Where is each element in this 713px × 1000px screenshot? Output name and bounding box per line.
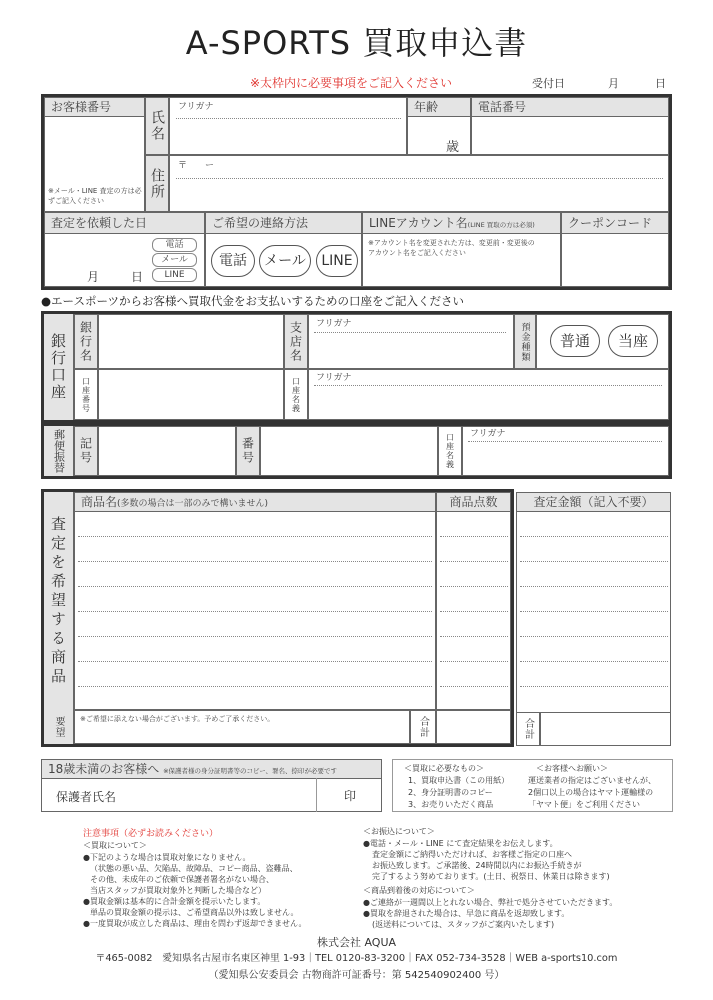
postal-number-label: 番号 [240, 437, 255, 465]
postal-symbol-field[interactable] [98, 426, 236, 476]
received-date-label: 受付日 [532, 77, 565, 90]
required-item-2: 2、身分証明書のコピー [408, 788, 493, 797]
request-month: 月 [87, 270, 100, 284]
item-row-line [440, 636, 508, 637]
item-row-line [78, 586, 432, 587]
line-account-note: ※アカウント名を変更された方は、変更前・変更後のアカウント名をご記入ください [368, 239, 535, 257]
guardian-label: 保護者氏名 [56, 790, 117, 804]
customer-number-label: お客様番号 [44, 97, 145, 117]
arrival-line-1: ●ご連絡が一週間以上とれない場合、弊社で処分させていただきます。 [363, 898, 618, 907]
notice: ※太枠内に必要事項をご記入ください [250, 76, 453, 90]
address-label: 住所 [149, 167, 165, 200]
caution-heading: 注意事項（必ずお読みください） [83, 829, 219, 839]
account-number-label: 口座番号 [81, 376, 91, 413]
item-row-line [78, 536, 432, 537]
footer-license: （愛知県公安委員会 古物商許可証番号：第 542540902400 号） [208, 970, 505, 981]
item-name-sub: (多数の場合は一部のみで構いません) [117, 499, 269, 509]
customer-request-line-2: 2個口以上の場合はヤマト運輸様の [528, 788, 654, 797]
item-name-label: 商品名 [81, 495, 118, 509]
items-total-label: 合計 [417, 716, 429, 738]
page-title: A-SPORTS 買取申込書 [185, 24, 528, 62]
item-row-line [78, 611, 432, 612]
postal-number-field[interactable] [260, 426, 438, 476]
postal-number-label-cell [236, 426, 260, 476]
postal-code: 〒 ー [178, 161, 215, 171]
line-account-label: LINEアカウント名 [369, 216, 468, 230]
item-row-line [78, 661, 432, 662]
amount-total-label-cell [516, 712, 540, 746]
request-day: 日 [131, 270, 144, 284]
postal-symbol-label: 記号 [78, 437, 93, 465]
request-label-cell [44, 710, 74, 744]
account-number-field[interactable] [98, 369, 284, 420]
contact-method-label: ご希望の連絡方法 [205, 212, 362, 234]
account-name-field[interactable] [308, 369, 669, 420]
address-label-cell [145, 155, 169, 212]
received-day: 日 [655, 77, 666, 90]
item-row-line [78, 561, 432, 562]
items-total-field[interactable] [436, 710, 511, 744]
phone-field[interactable] [471, 116, 669, 155]
account-name-furigana: フリガナ [316, 373, 352, 383]
postal-furigana: フリガナ [470, 429, 506, 439]
contact-option-phone[interactable]: 電話 [211, 245, 255, 277]
transfer-line-1: ●電話・メール・LINE にて査定結果をお伝えします。 [363, 839, 558, 848]
items-side [44, 492, 74, 710]
bank-heading: ●エースポーツからお客様へ買取代金をお支払いするための口座をご記入ください [41, 294, 464, 308]
received-month: 月 [608, 77, 619, 90]
coupon-field[interactable] [561, 233, 669, 287]
bank-name-label: 銀行名 [78, 320, 93, 363]
address-field[interactable] [169, 155, 669, 212]
account-name-label-cell [284, 369, 308, 420]
item-row-line [440, 661, 508, 662]
deposit-type-current[interactable]: 当座 [608, 325, 658, 357]
customer-request-heading: ＜お客様へお願い＞ [536, 764, 608, 773]
request-method-mail: メール [152, 253, 197, 267]
postal-side-label: 郵便振替 [52, 429, 66, 473]
required-item-1: 1、買取申込書（この用紙） [408, 776, 510, 785]
amount-column [516, 511, 671, 713]
bank-side-label: 銀行口座 [49, 333, 67, 401]
items-total-label-cell [410, 710, 436, 744]
customer-number-note: ※メール・LINE 査定の方は必ずご記入ください [48, 187, 142, 205]
customer-request-line-3: 「ヤマト便」をご利用ください [528, 800, 640, 809]
request-method-line: LINE [152, 268, 197, 282]
coupon-label: クーポンコード [561, 212, 669, 234]
bank-name-field[interactable] [98, 314, 284, 369]
transfer-line-2: 査定金額にご納得いただければ、お客様ご指定の口座へ [372, 850, 572, 859]
item-row-line [440, 586, 508, 587]
item-row-line [440, 611, 508, 612]
item-count-label: 商品点数 [436, 492, 511, 512]
phone-label: 電話番号 [471, 97, 669, 117]
footer-company: 株式会社 AQUA [316, 936, 397, 949]
arrival-heading: ＜商品到着後の対応について＞ [363, 886, 475, 895]
caution-line-4: 当店スタッフが買取対象外と判断した場合など） [90, 886, 266, 895]
deposit-type-label-cell [514, 314, 536, 369]
minor-heading: 18歳未満のお客様へ [48, 762, 160, 776]
caution-line-6: 単品の買取金額の提示は、ご希望商品以外は致しません。 [90, 908, 299, 917]
item-row-line [440, 536, 508, 537]
customer-request-line-1: 運送業者の指定はございませんが、 [528, 776, 656, 785]
caution-line-5: ●買取金額は基本的に合計金額を提示いたします。 [83, 897, 266, 906]
postal-account-label-cell [438, 426, 462, 476]
item-row-line [78, 686, 432, 687]
contact-option-line[interactable]: LINE [316, 245, 358, 277]
postal-account-label: 口座名義 [445, 433, 455, 469]
request-date-label: 査定を依頼した日 [44, 212, 205, 234]
bank-name-label-cell [74, 314, 98, 369]
postal-side [44, 426, 74, 476]
deposit-type-ordinary[interactable]: 普通 [550, 325, 600, 357]
caution-line-7: ●一度買取が成立した商品は、理由を問わず返却できません。 [83, 919, 307, 928]
request-note: ※ご希望に添えない場合がございます。予めご了承ください。 [80, 715, 275, 723]
line-account-header [362, 212, 561, 234]
guardian-seal: 印 [344, 789, 357, 803]
age-field[interactable] [407, 116, 471, 155]
item-row-line [440, 561, 508, 562]
caution-sub: ＜買取について＞ [83, 841, 147, 850]
name-label-cell [145, 97, 169, 155]
amount-total-label: 合計 [522, 718, 534, 740]
amount-header: 査定金額（記入不要） [516, 492, 671, 512]
item-name-header [74, 492, 436, 512]
item-row-line [440, 686, 508, 687]
name-label: 氏名 [149, 110, 165, 142]
required-item-3: 3、お売りいただく商品 [408, 800, 494, 809]
account-name-label: 口座名義 [291, 376, 301, 413]
name-furigana: フリガナ [178, 102, 214, 112]
branch-label-cell [284, 314, 308, 369]
arrival-line-2: ●買取を辞退された場合は、早急に商品を返却致します。 [363, 909, 570, 918]
contact-option-mail[interactable]: メール [259, 245, 311, 277]
transfer-heading: ＜お振込について＞ [363, 827, 435, 836]
minor-header [41, 759, 382, 779]
transfer-line-3: お振込致します。ご承諾後、24時間以内にお振込手続きが [372, 861, 582, 870]
age-unit: 歳 [446, 140, 460, 155]
item-row-line [78, 636, 432, 637]
account-number-label-cell [74, 369, 98, 420]
items-side-label: 査定を希望する商品 [49, 515, 67, 687]
age-label: 年齢 [407, 97, 471, 117]
bank-side [44, 314, 74, 420]
caution-line-1: ●下記のような場合は買取対象になりません。 [83, 853, 251, 862]
arrival-line-3: (返送料については、スタッフがご案内いたします) [372, 920, 555, 929]
footer-address: 〒465-0082 愛知県名古屋市名東区神里 1-93｜TEL 0120-83-3200｜FAX 052-734-3528｜WEB a-sports10.com [95, 953, 618, 964]
postal-symbol-label-cell [74, 426, 98, 476]
request-method-phone: 電話 [152, 238, 197, 252]
line-account-sub: (LINE 買取の方は必須) [467, 221, 535, 229]
branch-furigana: フリガナ [316, 319, 352, 329]
transfer-line-4: 完了するよう努めております。(土日、祝祭日、休業日は除きます) [372, 872, 610, 881]
required-heading: ＜買取に必要なもの＞ [404, 764, 484, 773]
branch-label: 支店名 [288, 320, 303, 363]
minor-heading-note: ※保護者様の身分証明書等のコピー、署名、捺印が必要です [163, 767, 338, 775]
caution-line-2: （状態の悪い品、欠陥品、故障品、コピー商品、盗難品、 [90, 864, 298, 873]
deposit-type-label: 預金種類 [519, 321, 530, 362]
amount-total-field [540, 712, 671, 746]
caution-line-3: その他、未成年のご依頼で保護者署名がない場合、 [90, 875, 274, 884]
request-label: 要望 [53, 716, 64, 738]
